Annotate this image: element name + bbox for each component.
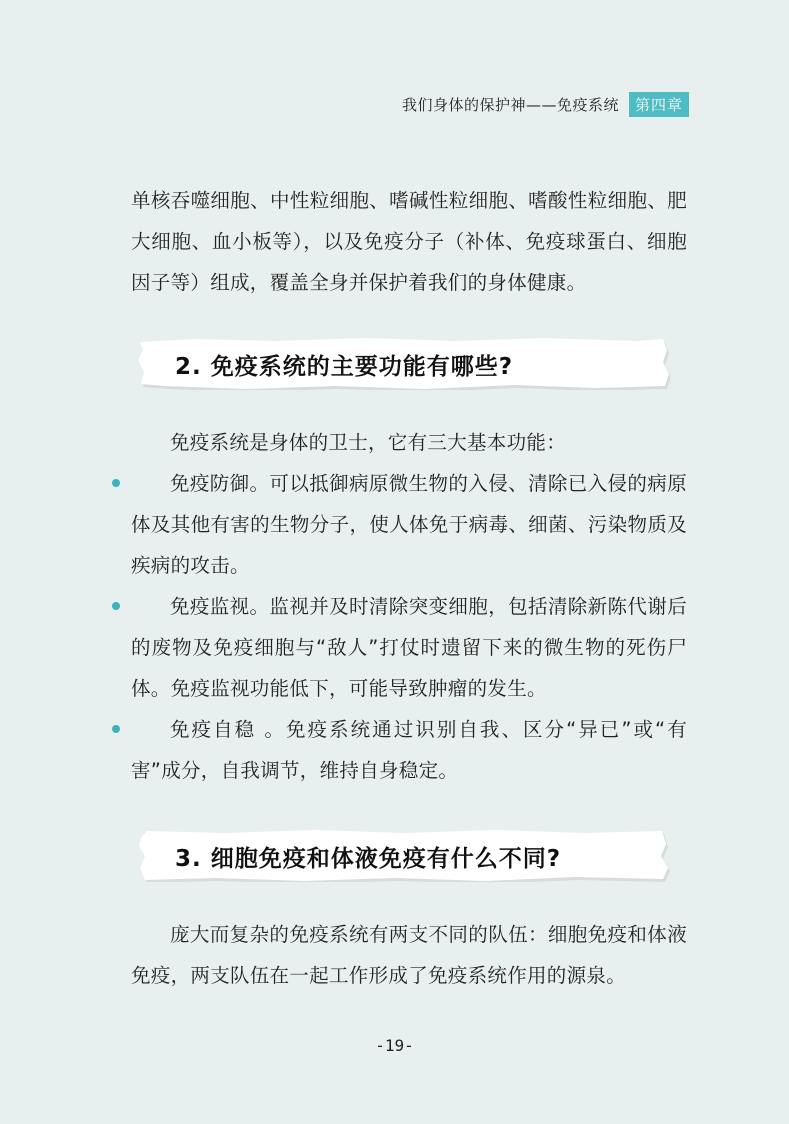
header-title: 我们身体的保护神——免疫系统	[401, 96, 619, 114]
bullet-dot	[112, 725, 120, 733]
list-item	[131, 709, 687, 791]
list-item-text: 免疫监视。监视并及时清除突变细胞，包括清除新陈代谢后的废物及免疫细胞与“敌人”打仗时遗留下来的微生物的死伤尸体。免疫监视功能低下，可能导致肿瘤的发生。	[131, 595, 687, 700]
list-item	[131, 586, 687, 709]
list-item-text: 免疫自稳 。免疫系统通过识别自我、区分“异已”或“有害”成分，自我调节，维持自身稳定。	[131, 718, 687, 782]
section-3-body: 庞大而复杂的免疫系统有两支不同的队伍：细胞免疫和体液免疫，两支队伍在一起工作形成了免疫系统作用的源泉。	[131, 923, 687, 987]
section-2-heading: 2. 免疫系统的主要功能有哪些?	[175, 354, 514, 380]
section-3-heading: 3. 细胞免疫和体液免疫有什么不同?	[175, 846, 562, 872]
intro-paragraph: 单核吞噬细胞、中性粒细胞、嗜碱性粒细胞、嗜酸性粒细胞、肥大细胞、血小板等），以及免疫分子（补体、免疫球蛋白、细胞因子等）组成，覆盖全身并保护着我们的身体健康。	[131, 189, 687, 294]
bullet-dot	[112, 479, 120, 487]
list-item	[131, 463, 687, 586]
running-header	[402, 92, 689, 117]
list-item-text: 免疫防御。可以抵御病原微生物的入侵、清除已入侵的病原体及其他有害的生物分子，使人体免于病毒、细菌、污染物质及疾病的攻击。	[131, 472, 687, 577]
function-list	[131, 463, 687, 791]
section-2-banner	[135, 336, 670, 390]
page-number: -19-	[375, 1036, 414, 1055]
chapter-tag: 第四章	[629, 92, 689, 117]
section-2-lead: 免疫系统是身体的卫士，它有三大基本功能：	[170, 431, 567, 454]
bullet-dot	[112, 602, 120, 610]
section-3-banner	[135, 828, 670, 882]
